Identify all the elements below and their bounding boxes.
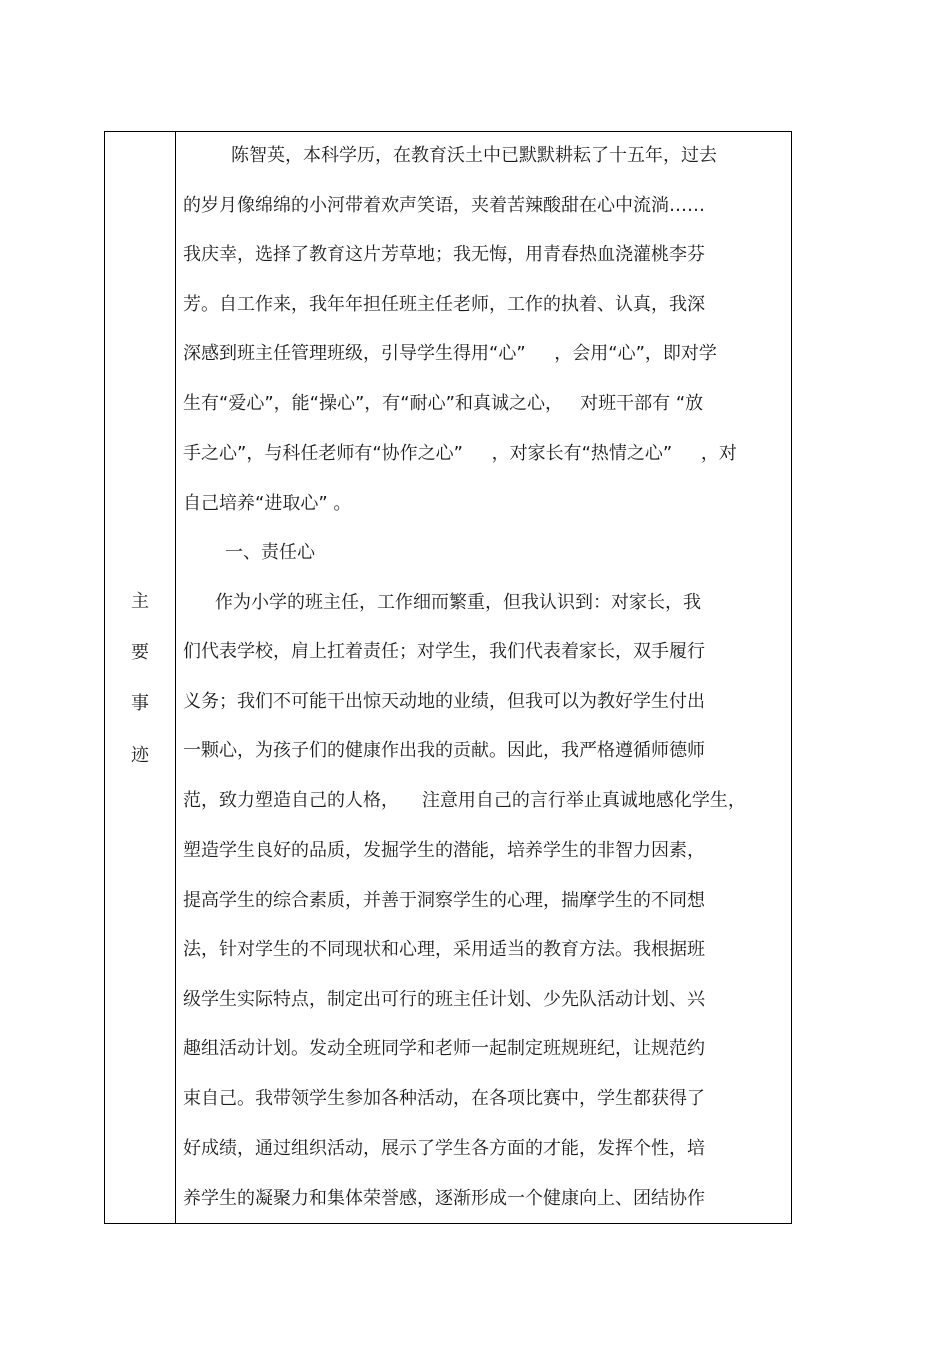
text-line: 我庆幸，选择了教育这片芳草地；我无悔，用青春热血浇灌桃李芬 bbox=[183, 244, 705, 265]
text-line: 养学生的凝聚力和集体荣誉感，逐渐形成一个健康向上、团结协作 bbox=[183, 1188, 705, 1209]
text-line: 趣组活动计划。发动全班同学和老师一起制定班规班纪，让规范约 bbox=[183, 1038, 705, 1059]
column-divider bbox=[175, 132, 176, 1223]
text-line: 级学生实际特点，制定出可行的班主任计划、少先队活动计划、兴 bbox=[183, 989, 705, 1010]
label-char: 事 bbox=[131, 693, 149, 714]
label-column bbox=[105, 132, 175, 1223]
text-line: 手之心”，与科任老师有“协作之心” ，对家长有“热情之心” ，对 bbox=[183, 443, 737, 464]
text-line: 生有“爱心”，能“操心”，有“耐心”和真诚之心， 对班干部有 “放 bbox=[183, 393, 704, 414]
text-line: 自己培养“进取心” 。 bbox=[183, 493, 352, 514]
text-line: 一颗心，为孩子们的健康作出我的贡献。因此，我严格遵循师德师 bbox=[183, 740, 705, 761]
label-char: 主 bbox=[131, 591, 149, 612]
content-cell bbox=[183, 132, 787, 1223]
text-line: 法，针对学生的不同现状和心理，采用适当的教育方法。我根据班 bbox=[183, 939, 705, 960]
text-line: 义务；我们不可能干出惊天动地的业绩，但我可以为教好学生付出 bbox=[183, 691, 705, 712]
text-line: 束自己。我带领学生参加各种活动，在各项比赛中，学生都获得了 bbox=[183, 1088, 705, 1109]
text-line: 们代表学校，肩上扛着责任；对学生，我们代表着家长，双手履行 bbox=[183, 641, 705, 662]
text-line: 的岁月像绵绵的小河带着欢声笑语，夹着苦辣酸甜在心中流淌…… bbox=[183, 195, 705, 216]
text-line: 范，致力塑造自己的人格， 注意用自己的言行举止真诚地感化学生， bbox=[183, 790, 746, 811]
text-line: 塑造学生良好的品质，发掘学生的潜能，培养学生的非智力因素， bbox=[183, 840, 705, 861]
section-heading: 一、责任心 bbox=[225, 542, 315, 563]
text-line: 陈智英，本科学历，在教育沃土中已默默耕耘了十五年，过去 bbox=[231, 145, 717, 166]
text-line: 提高学生的综合素质，并善于洞察学生的心理，揣摩学生的不同想 bbox=[183, 890, 705, 911]
record-table bbox=[104, 131, 792, 1224]
text-line: 好成绩，通过组织活动，展示了学生各方面的才能，发挥个性，培 bbox=[183, 1138, 705, 1159]
text-line: 深感到班主任管理班级，引导学生得用“心” ，会用“心”，即对学 bbox=[183, 343, 717, 364]
label-char: 要 bbox=[131, 642, 149, 663]
text-line: 作为小学的班主任，工作细而繁重，但我认识到：对家长，我 bbox=[215, 592, 701, 613]
text-line: 芳。自工作来，我年年担任班主任老师，工作的执着、认真，我深 bbox=[183, 294, 705, 315]
label-char: 迹 bbox=[131, 745, 149, 766]
